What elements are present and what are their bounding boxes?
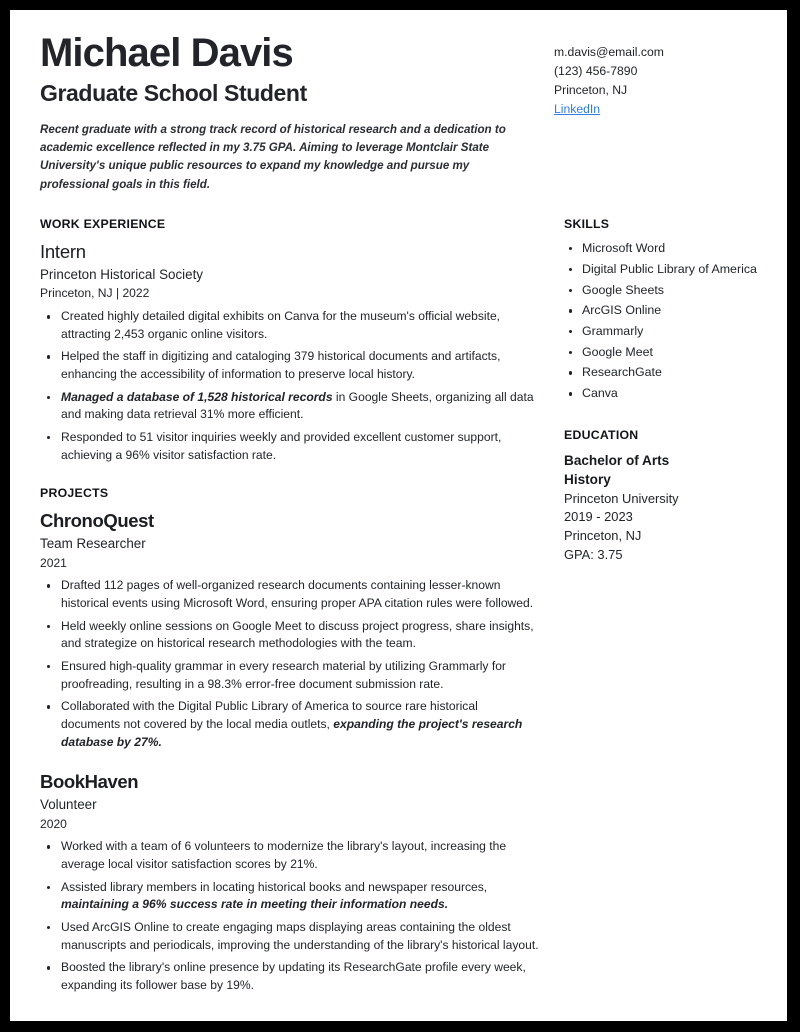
skills-list [564,240,769,403]
entry-title: Intern [40,241,86,263]
skill-list-item: ArcGIS Online [564,302,769,320]
list-item: Boosted the library's online presence by updating its ResearchGate profile every week, expanding its follower base by 19%. [40,959,540,994]
contact-info-block [554,32,759,119]
list-item: Drafted 112 pages of well-organized research documents containing lesser-known historical events using Microsoft Word, ensuring proper APA citation rules were followed. [40,577,540,612]
entry-meta: Princeton, NJ | 2022 [40,286,150,301]
linkedin-link[interactable]: LinkedIn [554,102,601,117]
list-item: Ensured high-quality grammar in every research material by utilizing Grammarly for proofreading, resulting in a 98.3% error-free document submission rate. [40,658,540,693]
education-degree: Bachelor of Arts [564,452,670,468]
contact-linkedin-link-wrapper [554,100,759,119]
resume-entry [40,509,540,751]
section-education [564,428,769,565]
section-heading-education: EDUCATION [564,427,639,442]
skill-list-item: ResearchGate [564,364,769,382]
job-title: Graduate School Student [40,80,307,107]
contact-email[interactable]: m.davis@email.com [554,45,664,59]
entry-organization: Team Researcher [40,536,146,552]
skill-list-item: Canva [564,385,769,403]
list-item: Assisted library members in locating historical books and newspaper resources, maintaining a 96% success rate in meeting their information needs. [40,879,540,914]
professional-summary: Recent graduate with a strong track record of historical research and a dedication to academic excellence reflected in my 3.75 GPA. Aiming to leverage Montclair State University's unique public resources to expand my knowledge and pursue my professional goals in this field. [40,122,506,191]
project-entries [40,509,540,994]
list-item: Created highly detailed digital exhibits on Canva for the museum's official website, attracting 2,453 organic online visitors. [40,308,540,343]
entry-bullet-list [40,838,540,994]
page-title: Michael Davis [40,31,293,75]
skill-list-item: Grammarly [564,323,769,341]
education-years: 2019 - 2023 [564,509,633,525]
education-gpa: GPA: 3.75 [564,547,623,563]
resume-header [40,32,759,194]
education-field: History [564,472,611,488]
resume-body [40,217,759,1000]
contact-location: Princeton, NJ [554,83,628,98]
emphasized-text: expanding the project's research database by 27%. [61,717,523,749]
emphasized-text: maintaining a 96% success rate in meeting their information needs. [61,897,449,912]
entry-organization: Princeton Historical Society [40,267,203,283]
emphasized-text: Managed a database of 1,528 historical records [61,389,333,404]
resume-document [10,10,787,1021]
section-work-experience [40,217,540,464]
section-projects [40,486,540,994]
section-heading-work-experience: WORK EXPERIENCE [40,217,166,232]
entry-organization: Volunteer [40,797,97,813]
section-heading-skills: SKILLS [564,217,610,232]
entry-meta: 2021 [40,555,67,570]
contact-phone[interactable]: (123) 456-7890 [554,64,638,79]
list-item: Collaborated with the Digital Public Library of America to source rare historical documents not covered by the local media outlets, expanding the project's research database by 27%. [40,698,540,751]
main-column [40,217,540,1000]
entry-title: ChronoQuest [40,510,154,532]
section-skills [564,217,769,403]
entry-meta: 2020 [40,816,67,831]
list-item: Managed a database of 1,528 historical records in Google Sheets, organizing all data and making data retrieval 31% more efficient. [40,389,540,424]
list-item: Helped the staff in digitizing and cataloging 379 historical documents and artifacts, enhancing the accessibility of information to preserve local history. [40,348,540,383]
list-item: Used ArcGIS Online to create engaging maps displaying areas containing the oldest manuscripts and periodicals, improving the understanding of the library's historical layout. [40,919,540,954]
sidebar-column [564,217,769,565]
list-item: Worked with a team of 6 volunteers to modernize the library's layout, increasing the average local visitor satisfaction scores by 21%. [40,838,540,873]
section-heading-projects: PROJECTS [40,486,109,501]
skill-list-item: Google Sheets [564,282,769,300]
skill-list-item: Microsoft Word [564,240,769,258]
entry-bullet-list [40,308,540,464]
skill-list-item: Digital Public Library of America [564,261,769,279]
education-school: Princeton University [564,490,679,506]
entry-bullet-list [40,577,540,751]
education-location: Princeton, NJ [564,528,642,544]
header-identity-block [40,32,540,194]
resume-entry [40,770,540,994]
skill-list-item: Google Meet [564,344,769,362]
list-item: Responded to 51 visitor inquiries weekly and provided excellent customer support, achieving a 96% visitor satisfaction rate. [40,429,540,464]
resume-entry [40,240,540,464]
work-experience-entries [40,240,540,464]
list-item: Held weekly online sessions on Google Meet to discuss project progress, share insights, and strategize on historical research methodologies with the team. [40,618,540,653]
entry-title: BookHaven [40,771,139,793]
